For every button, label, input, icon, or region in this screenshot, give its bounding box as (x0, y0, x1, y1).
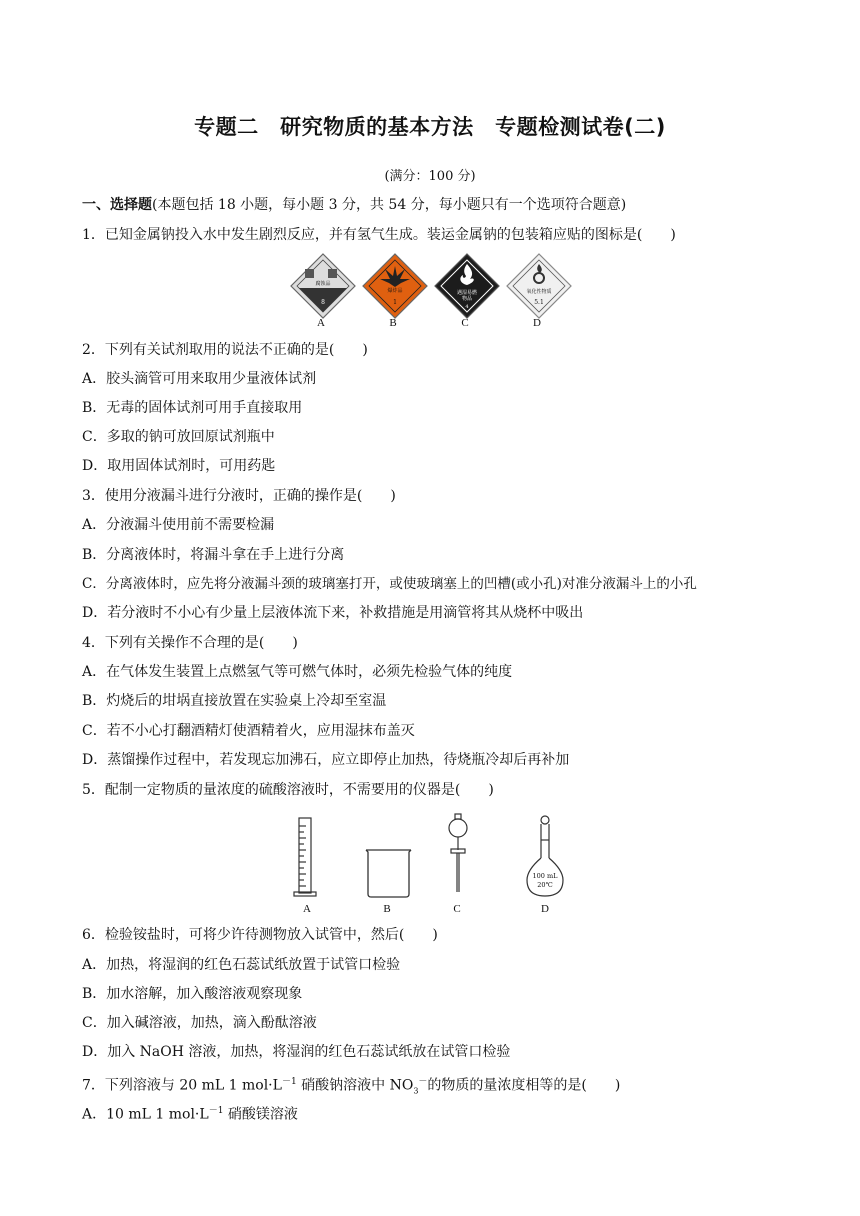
question-3-stem: 3．使用分液漏斗进行分液时，正确的操作是( ) (82, 488, 396, 504)
question-4-option: B．灼烧后的坩埚直接放置在实验桌上冷却至室温 (82, 693, 387, 709)
score-note: (满分：100 分) (384, 169, 476, 184)
question-2-option: C．多取的钠可放回原试剂瓶中 (82, 429, 275, 445)
question-2-stem: 2．下列有关试剂取用的说法不正确的是( ) (82, 342, 368, 358)
question-4-option: C．若不小心打翻酒精灯使酒精着火，应用湿抹布盖灭 (82, 723, 415, 739)
question-5-stem: 5．配制一定物质的量浓度的硫酸溶液时，不需要用的仪器是( ) (82, 782, 494, 798)
dangerous-when-wet-sign-icon (435, 254, 499, 318)
beaker-icon (366, 850, 411, 897)
lab-instruments-figure (290, 812, 580, 904)
sign-c-number: 4 (465, 304, 469, 310)
question-6-option: D．加入 NaOH 溶液，加热，将湿润的红色石蕊试纸放在试管口检验 (82, 1044, 511, 1060)
question-2-option: D．取用固体试剂时，可用药匙 (82, 458, 276, 474)
sign-b-number: 1 (393, 299, 397, 306)
question-6-stem: 6．检验铵盐时，可将少许待测物放入试管中，然后( ) (82, 927, 438, 943)
question-3-option: C．分离液体时，应先将分液漏斗颈的玻璃塞打开，或使玻璃塞上的凹槽(或小孔)对准分液漏斗上的小孔 (82, 576, 697, 592)
question-6-option: C．加入碱溶液，加热，滴入酚酞溶液 (82, 1015, 317, 1031)
svg-text:腐蚀品: 腐蚀品 (315, 281, 331, 287)
question-3-option: D．若分液时不小心有少量上层液体流下来，补救措施是用滴管将其从烧杯中吸出 (82, 605, 584, 621)
option-label-d: D (541, 903, 549, 915)
page-title: 专题二 研究物质的基本方法 专题检测试卷(二) (194, 115, 666, 139)
question-1-stem: 1．已知金属钠投入水中发生剧烈反应，并有氢气生成。装运金属钠的包装箱应贴的图标是( ) (82, 227, 676, 243)
question-4-option: A．在气体发生装置上点燃氢气等可燃气体时，必须先检验气体的纯度 (82, 664, 513, 680)
oxidizer-sign-icon (507, 254, 571, 318)
option-label-c: C (461, 317, 469, 329)
question-3-option: B．分离液体时，将漏斗拿在手上进行分离 (82, 547, 345, 563)
question-6-option: B．加水溶解，加入酸溶液观察现象 (82, 986, 303, 1002)
question-6-option: A．加热，将湿润的红色石蕊试纸放置于试管口检验 (82, 957, 401, 973)
svg-text:遇湿易燃: 遇湿易燃 (456, 290, 478, 296)
question-2-option: B．无毒的固体试剂可用手直接取用 (82, 400, 303, 416)
question-3-option: A．分液漏斗使用前不需要检漏 (82, 517, 275, 533)
question-7-option: A．10 mL 1 $mol\cdot L^{-1}$ 硝酸镁溶液 (82, 1106, 298, 1123)
question-4-option: D．蒸馏操作过程中，若发现忘加沸石，应立即停止加热，待烧瓶冷却后再补加 (82, 752, 570, 768)
option-label-a: A (303, 903, 311, 915)
sign-a-number: 8 (321, 299, 325, 306)
option-label-d: D (533, 317, 541, 329)
option-label-b: B (383, 903, 391, 915)
question-7-stem: 7．下列溶液与 20 mL 1 $mol\cdot L^{-1}$ 硝酸钠溶液中 $NO_3^-$的物质的量浓度相等的是( ) (82, 1077, 621, 1096)
corrosive-sign-icon (291, 254, 355, 318)
section-heading: 一、选择题(本题包括 18 小题，每小题 3 分，共 54 分，每小题只有一个选项符合题意) (82, 197, 627, 213)
svg-text:氧化性物质: 氧化性物质 (526, 289, 552, 295)
graduated-cylinder-icon (294, 818, 316, 896)
svg-text:物品: 物品 (461, 296, 473, 302)
sign-d-number: 5.1 (534, 299, 544, 306)
option-label-c: C (453, 903, 461, 915)
option-label-b: B (389, 317, 397, 329)
separatory-funnel-icon (449, 814, 467, 892)
question-2-option: A．胶头滴管可用来取用少量液体试剂 (82, 371, 317, 387)
flask-volume-text: 100 mL (532, 872, 558, 880)
option-label-a: A (317, 317, 325, 329)
question-4-stem: 4．下列有关操作不合理的是( ) (82, 635, 298, 651)
explosive-sign-icon (363, 254, 427, 318)
flask-temp-text: 20℃ (537, 881, 553, 889)
svg-text:爆炸品: 爆炸品 (387, 288, 403, 294)
